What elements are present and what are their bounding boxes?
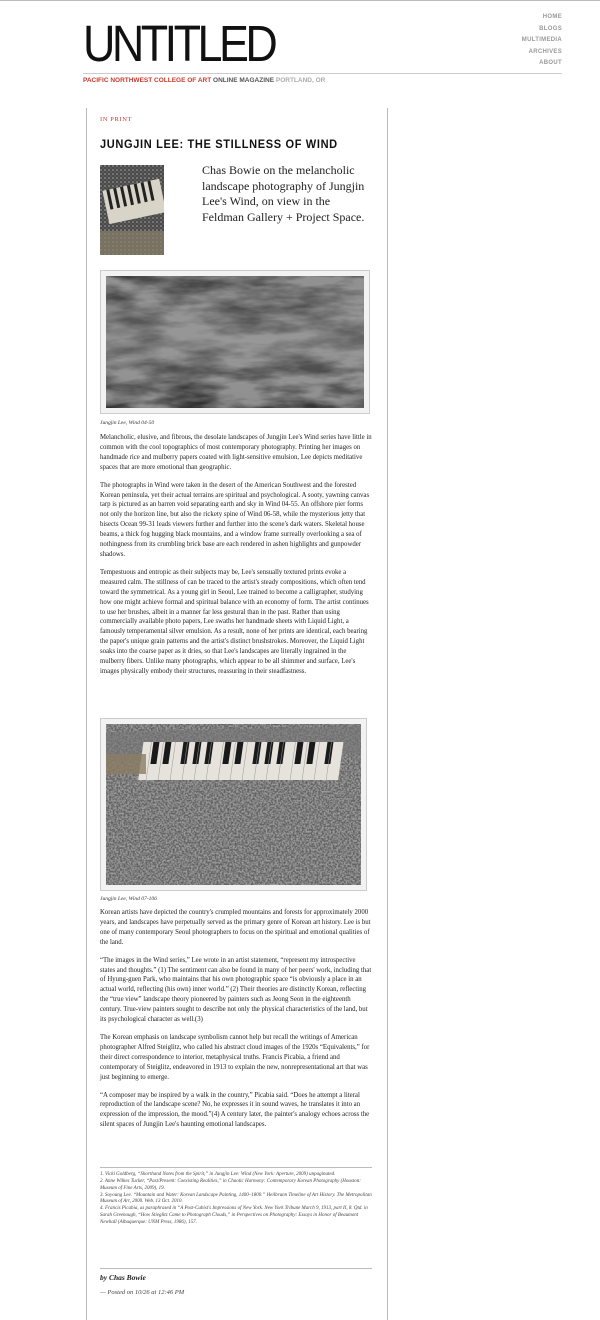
paragraph: Korean artists have depicted the country's crumpled mountains and forests for approximately 2000 years, and landscapes have perpetually served as the primary genre of Korean art history. Lee is but one of many contemporary Seoul photographers to focus on the spiritual and emotional qualities of the land. — [100, 909, 371, 946]
nav-multimedia[interactable]: MULTIMEDIA — [521, 37, 562, 43]
posted-date[interactable]: — Posted on 10/26 at 12:46 PM — [100, 1289, 185, 1296]
header-divider — [83, 73, 562, 74]
tagline-city: PORTLAND, OR — [275, 77, 326, 84]
footnotes — [100, 1172, 372, 1227]
article-lede: Chas Bowie on the melancholic landscape photography of Jungjin Lee's Wind, on view in the Feldman Gallery + Project Space. — [202, 163, 365, 224]
photo-wind-04-50 — [106, 276, 364, 408]
article-body-1 — [100, 433, 372, 685]
footnote: 1. Vicki Goldberg, “Shorthand Notes from the Spirit,” in Jungjin Lee: Wind (New York: Aperture, 2009) unpaginated. — [100, 1172, 336, 1177]
site-logo[interactable]: UNTITLED — [83, 15, 275, 72]
footnote: 4. Francis Picabia, as paraphrased in “A Post-Cubist's Impressions of New York. New York Tribune March 9, 1913, part II, 8. Qtd. in Sarah Greenough, “How Stieglitz Came to Photograph Clouds,” in Perspectives on Photography: Essays in Honor of Beaumont Newhall (Albuquerque: UNM Press, 1986), 157. — [100, 1206, 368, 1225]
section-label[interactable]: IN PRINT — [100, 116, 133, 123]
tagline-school[interactable]: PACIFIC NORTHWEST COLLEGE OF ART — [83, 77, 212, 84]
author-byline: by Chas Bowie — [100, 1273, 146, 1282]
top-border — [0, 0, 600, 1]
photo-caption-2: Jungjin Lee, Wind 07-106 — [100, 896, 157, 902]
paragraph: Tempestuous and entropic as their subjects may be, Lee's sensually textured prints evoke a measured calm. The stillness of can be traced to the artist's steady compositions, which often tend toward the symmetrical. As a young girl in Seoul, Lee trained to become a calligrapher, studying how one might achieve formal and spiritual balance with an economy of form. The artist continues to use her brushes, albeit in a manner far less gestural than in the past. Rather than using commercially available photo papers, Lee swaths her handmade sheets with Liquid Light, a famously temperamental silver emulsion. As a result, none of her prints are identical, each bearing the paper's unique grain patterns and the artist's distinct brushstrokes. Moreover, the Liquid Light soaks into the coarse paper as it dries, so that Lee's landscapes are literally ingrained in the mulberry fibers. Unlike many photographs, which appear to be all shimmer and surface, Lee's images physically embody their structures, reassuring in their steadfastness. — [100, 568, 369, 675]
article-column — [86, 108, 388, 1320]
main-nav — [522, 12, 562, 70]
paragraph: The photographs in Wind were taken in the desert of the American Southwest and the forested Korean peninsula, yet their actual terrains are spiritual and psychological. A sooty, yawning canvas tarp is pictured as an barren void separating earth and sky in Wind 04-55. An offshore pier forms not only the horizon line, but also the rickety spine of Wind 06-58, while the mysterious jetty that bisects Ocean 99-31 leads viewers further and further into the scene's dark waters. Skeletal house beams, a thick fog hugging black mountains, and a window frame surreally overlooking a sea of nothingness from its crumbling brick base are each rendered in ashen highlights and gunpowder shadows. — [100, 481, 370, 558]
article-title: JUNGJIN LEE: THE STILLNESS OF WIND — [100, 137, 338, 151]
paragraph: The Korean emphasis on landscape symbolism cannot help but recall the writings of American photographer Alfred Steiglitz, who called his abstract cloud images of the 1920s “Equivalents,” for their direct correspondence to interior, metaphysical truths. Francis Picabia, a friend and contemporary of Steiglitz, endeavored in 1913 to explain the new, nonrepresentational art that was just beginning to emerge. — [100, 1033, 370, 1081]
byline-divider — [100, 1268, 372, 1269]
paragraph: “The images in the Wind series,” Lee wrote in an artist statement, “represent my introspective states and thoughts.” (1) The sentiment can also be found in many of her peers' work, including that of Hyung-guen Park, who maintains that his own photographic space “is obviously a place in an actual world, reflecting (his own) inner world.” (2) Their theories are distinctly Korean, reflecting the “true view” landscape theory pioneered by painters such as Jeong Seon in the eighteenth century. True-view painters sought to describe not only the physical characteristics of the land, but its psychological character as well.(3) — [100, 956, 372, 1024]
footnote: 3. Soyoung Lee. “Mountain and Water: Korean Landscape Painting, 1400–1800.” Heilbrunn Timeline of Art History. The Metropolitan Museum of Art, 2000. Web. 13 Oct. 2010. — [100, 1192, 372, 1205]
tagline-magazine: ONLINE MAGAZINE — [213, 77, 275, 84]
photo-frame-2 — [100, 718, 367, 891]
paragraph: Melancholic, elusive, and fibrous, the desolate landscapes of Jungjin Lee's Wind series have little in common with the cool topographics of most contemporary photography. Printing her images on handmade rice and mulberry papers coated with light-sensitive emulsion, Lee depicts meditative spaces that are more emotional than geographic. — [100, 434, 372, 471]
site-tagline — [83, 77, 325, 84]
article-thumbnail — [100, 165, 164, 255]
nav-blogs[interactable]: BLOGS — [539, 25, 562, 32]
nav-home[interactable]: HOME — [542, 14, 562, 20]
paragraph: “A composer may be inspired by a walk in the country,” Picabia said. “Does he attempt a literal reproduction of the landscape scene? No, he expresses it in sound waves, he translates it into an expression of the impression, the mood.”(4) A century later, the painter's analogy echoes across the silent spaces of Jungjin Lee's haunting emotional landscapes. — [100, 1091, 370, 1129]
footnote: 2. Anne Wilkes Tucker, “Past/Present: Coexisting Realities,” in Chaotic Harmony: Contemporary Korean Photography (Houston: Museum of Fine Arts, 2009), 19. — [100, 1179, 361, 1191]
photo-caption-1: Jungjin Lee, Wind 04-50 — [100, 420, 155, 426]
photo-frame-1 — [100, 270, 370, 414]
photo-wind-07-106 — [106, 724, 361, 885]
nav-about[interactable]: ABOUT — [539, 60, 562, 66]
nav-archives[interactable]: ARCHIVES — [528, 48, 562, 55]
article-body-2 — [100, 908, 372, 1138]
notes-divider — [100, 1167, 372, 1168]
